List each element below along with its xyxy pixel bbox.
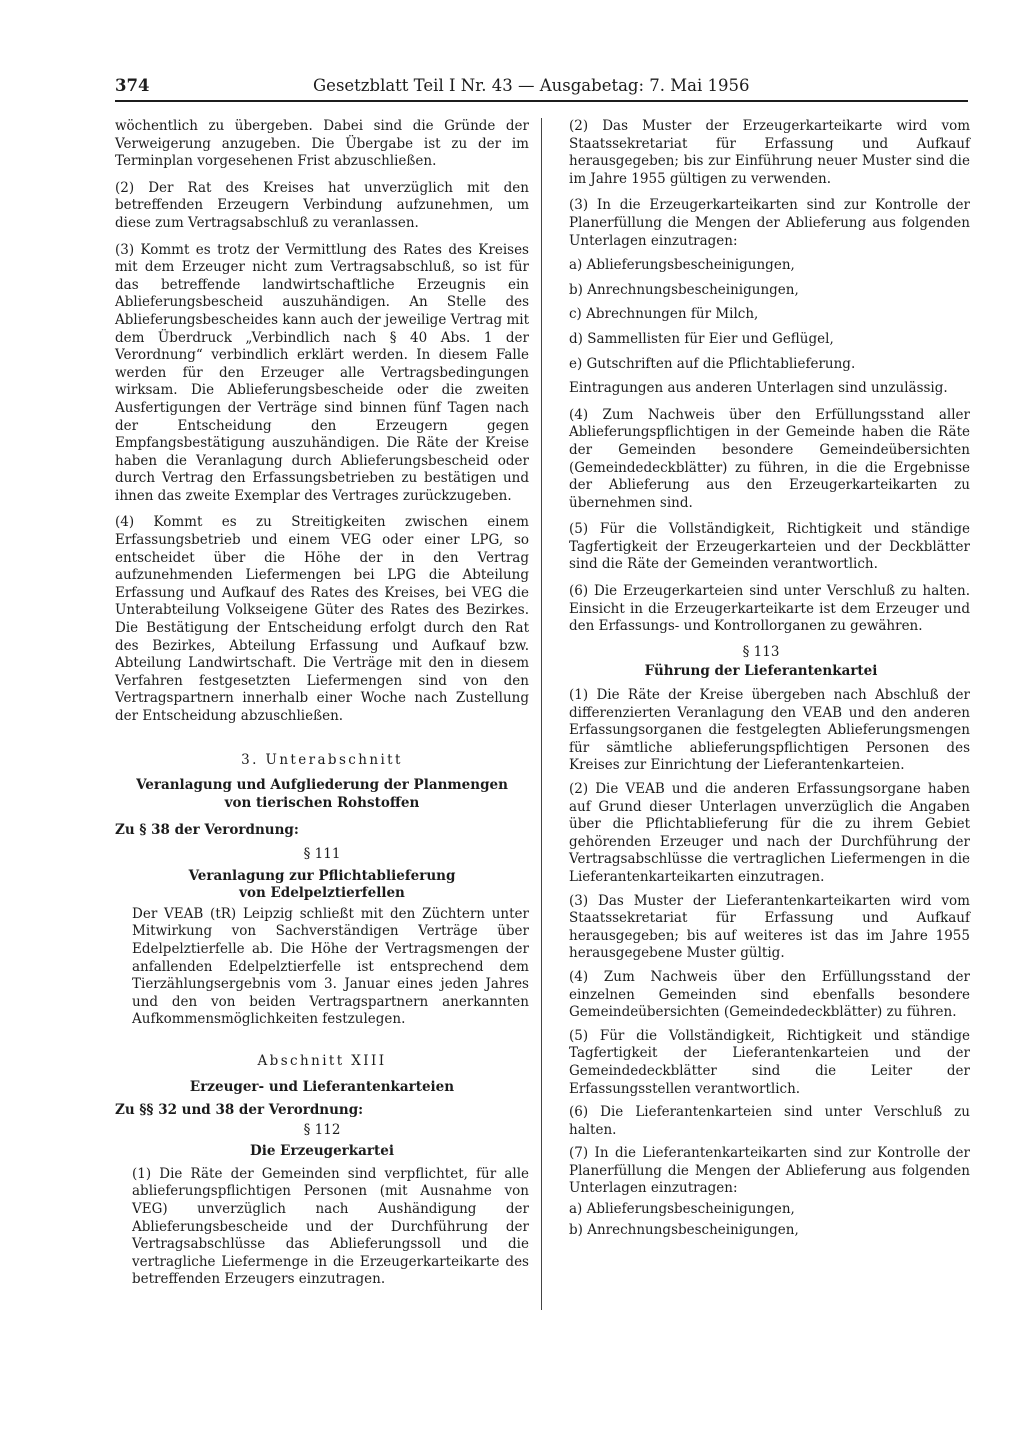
page-number: 374: [115, 76, 150, 95]
left-column: [115, 118, 529, 1289]
section-number: § 111: [303, 845, 341, 862]
gazette-title: Gesetzblatt Teil I Nr. 43 — Ausgabetag: 7. Mai 1956: [313, 76, 750, 95]
paragraph: (1) Die Räte der Kreise übergeben nach Abschluß der differenzierten Veranlagung den VEAB und den anderen Erfassungsorganen die festgelegten Ablieferungsmengen für sämtliche ablieferungspflichtigen Personen des Kreises zur Einrichtung der Lieferantenkarteien.: [569, 687, 970, 774]
column-divider: [541, 118, 542, 1310]
paragraph: (6) Die Erzeugerkarteien sind unter Verschluß zu halten. Einsicht in die Erzeugerkarteikarte ist dem Erzeuger und den Erfassungs- und Kontrollorganen zu gewähren.: [569, 583, 970, 635]
subsection-title-line: von tierischen Rohstoffen: [224, 794, 420, 811]
paragraph: (7) In die Lieferantenkarteikarten sind zur Kontrolle der Planerfüllung die Mengen der Ablieferung aus folgenden Unterlagen einzutragen:: [569, 1145, 970, 1197]
regulation-reference: Zu § 38 der Verordnung:: [115, 822, 299, 839]
paragraph: (4) Kommt es zu Streitigkeiten zwischen einem Erfassungsbetrieb und einem VEG oder einer LPG, so entscheidet über die Höhe der in den Vertrag aufzunehmenden Liefermengen bei LPG die Abteilung Erfassung und Aufkauf des Rates des Kreises, bei VEG die Unterabteilung Volkseigene Güter des Rates des Bezirkes. Die Bestätigung der Entscheidung erfolgt durch den Rat des Bezirkes, Abteilung Erfassung und Aufkauf bzw. Abteilung Landwirtschaft. Die Verträge mit den in diesem Verfahren festgesetzten Liefermengen sind von den Vertragspartnern innerhalb einer Woche nach Zustellung der Entscheidung abzuschließen.: [115, 514, 529, 724]
chapter-heading: Abschnitt XIII: [257, 1052, 387, 1069]
paragraph: (5) Für die Vollständigkeit, Richtigkeit und ständige Tagfertigkeit der Lieferantenkarteien und der Gemeindedeckblätter sind die Leiter der Erfassungsstellen verantwortlich.: [569, 1027, 970, 1097]
list-item: b) Anrechnungsbescheinigungen,: [569, 281, 799, 298]
section-title: Die Erzeugerkartei: [250, 1143, 394, 1160]
list-item: c) Abrechnungen für Milch,: [569, 306, 759, 323]
paragraph: (3) Das Muster der Lieferantenkarteikarten wird vom Staatssekretariat für Erfassung und Aufkauf herausgegeben; bis auf weiteres ist das im Jahre 1955 herausgegebene Muster gültig.: [569, 892, 970, 962]
paragraph: Eintragungen aus anderen Unterlagen sind unzulässig.: [569, 380, 948, 397]
paragraph: (3) In die Erzeugerkarteikarten sind zur Kontrolle der Planerfüllung die Mengen der Ablieferung aus folgenden Unterlagen einzutragen:: [569, 197, 970, 249]
section-number: § 113: [742, 643, 780, 660]
paragraph: wöchentlich zu übergeben. Dabei sind die Gründe der Verweigerung anzugeben. Die Übergabe ist zu der im Terminplan vorgesehenen Frist abzuschließen.: [115, 118, 529, 170]
list-item: a) Ablieferungsbescheinigungen,: [569, 257, 795, 274]
list-item: a) Ablieferungsbescheinigungen,: [569, 1201, 795, 1218]
section-title: Führung der Lieferantenkartei: [644, 663, 878, 680]
list-item: d) Sammellisten für Eier und Geflügel,: [569, 330, 834, 347]
paragraph: (3) Kommt es trotz der Vermittlung des Rates des Kreises mit dem Erzeuger nicht zum Vertragsabschluß, so ist für das betreffende landwirtschaftliche Erzeugnis ein Ablieferungsbescheid auszuhändigen. An Stelle des Ablieferungsbescheides kann auch der jeweilige Vertrag mit dem Überdruck „Verbindlich nach § 40 Abs. 1 der Verordnung“ verbindlich erklärt werden. In diesem Falle werden für den Erzeuger alle Vertragsbedingungen wirksam. Die Ablieferungsbescheide oder die zweiten Ausfertigungen der Verträge sind binnen fünf Tagen nach der Entscheidung den Erzeugern gegen Empfangsbestätigung auszuhändigen. Die Räte der Kreise haben die Veranlagung durch Ablieferungsbescheid oder durch Vertrag den Erfassungsbetrieben zu bestätigen und ihnen das zweite Exemplar des Vertrages zurückzugeben.: [115, 241, 529, 504]
regulation-reference: Zu §§ 32 und 38 der Verordnung:: [115, 1102, 364, 1119]
right-column: [552, 118, 970, 1239]
chapter-title: Erzeuger- und Lieferantenkarteien: [189, 1078, 455, 1095]
section-title-line: von Edelpelztierfellen: [239, 885, 405, 902]
section-number: § 112: [303, 1121, 341, 1138]
paragraph: (2) Der Rat des Kreises hat unverzüglich mit den betreffenden Erzeugern Verbindung aufzunehmen, um diese zum Vertragsabschluß zu veranlassen.: [115, 179, 529, 231]
subsection-heading: 3. Unterabschnitt: [241, 751, 403, 768]
paragraph: (2) Die VEAB und die anderen Erfassungsorgane haben auf Grund dieser Unterlagen unverzüglich die Angaben über die Pflichtablieferung für die zu ihrem Gebiet gehörenden Erzeuger und nach der Durchführung der Vertragsabschlüsse die vertraglichen Liefermengen in die Lieferantenkarteikarten einzutragen.: [569, 781, 970, 885]
paragraph: (6) Die Lieferantenkarteien sind unter Verschluß zu halten.: [569, 1104, 970, 1138]
paragraph: (1) Die Räte der Gemeinden sind verpflichtet, für alle ablieferungspflichtigen Personen (mit Ausnahme von VEG) unverzüglich nach Aushändigung der Ablieferungsbescheide und der Durchführung der Vertragsabschlüsse das Ablieferungssoll und die vertragliche Liefermenge in die Erzeugerkarteikarte des betreffenden Erzeugers einzutragen.: [132, 1165, 529, 1288]
subsection-title-line: Veranlagung und Aufgliederung der Planmengen: [136, 777, 508, 794]
paragraph: (2) Das Muster der Erzeugerkarteikarte wird vom Staatssekretariat für Erfassung und Aufkauf herausgegeben; bis zur Einführung neuer Muster sind die im Jahre 1955 gültigen zu verwenden.: [569, 118, 970, 187]
paragraph: (5) Für die Vollständigkeit, Richtigkeit und ständige Tagfertigkeit der Erzeugerkarteien und der Deckblätter sind die Räte der Gemeinden verantwortlich.: [569, 521, 970, 573]
list-item: b) Anrechnungsbescheinigungen,: [569, 1221, 799, 1238]
list-item: e) Gutschriften auf die Pflichtablieferung.: [569, 355, 856, 372]
paragraph: Der VEAB (tR) Leipzig schließt mit den Züchtern unter Mitwirkung von Sachverständigen Verträge über Edelpelztierfelle ab. Die Höhe der Vertragsmengen der anfallenden Edelpelztierfelle ist entsprechend dem Tierzählungsergebnis vom 3. Januar eines jeden Jahres und den von beiden Vertragspartnern anerkannten Aufkommensmöglichkeiten festzulegen.: [132, 905, 529, 1028]
paragraph: (4) Zum Nachweis über den Erfüllungsstand der einzelnen Gemeinden sind ebenfalls besondere Gemeindeübersichten (Gemeindedeckblätter) zu führen.: [569, 968, 970, 1021]
section-title-line: Veranlagung zur Pflichtablieferung: [188, 867, 456, 884]
paragraph: (4) Zum Nachweis über den Erfüllungsstand aller Ablieferungspflichtigen in der Gemeinde haben die Räte der Gemeinden besondere Gemeindeübersichten (Gemeindedeckblätter) zu führen, in die die Ergebnisse der Ablieferung aus den Erzeugerkarteikarten zu übernehmen sind.: [569, 406, 970, 511]
page-header: [115, 74, 968, 102]
